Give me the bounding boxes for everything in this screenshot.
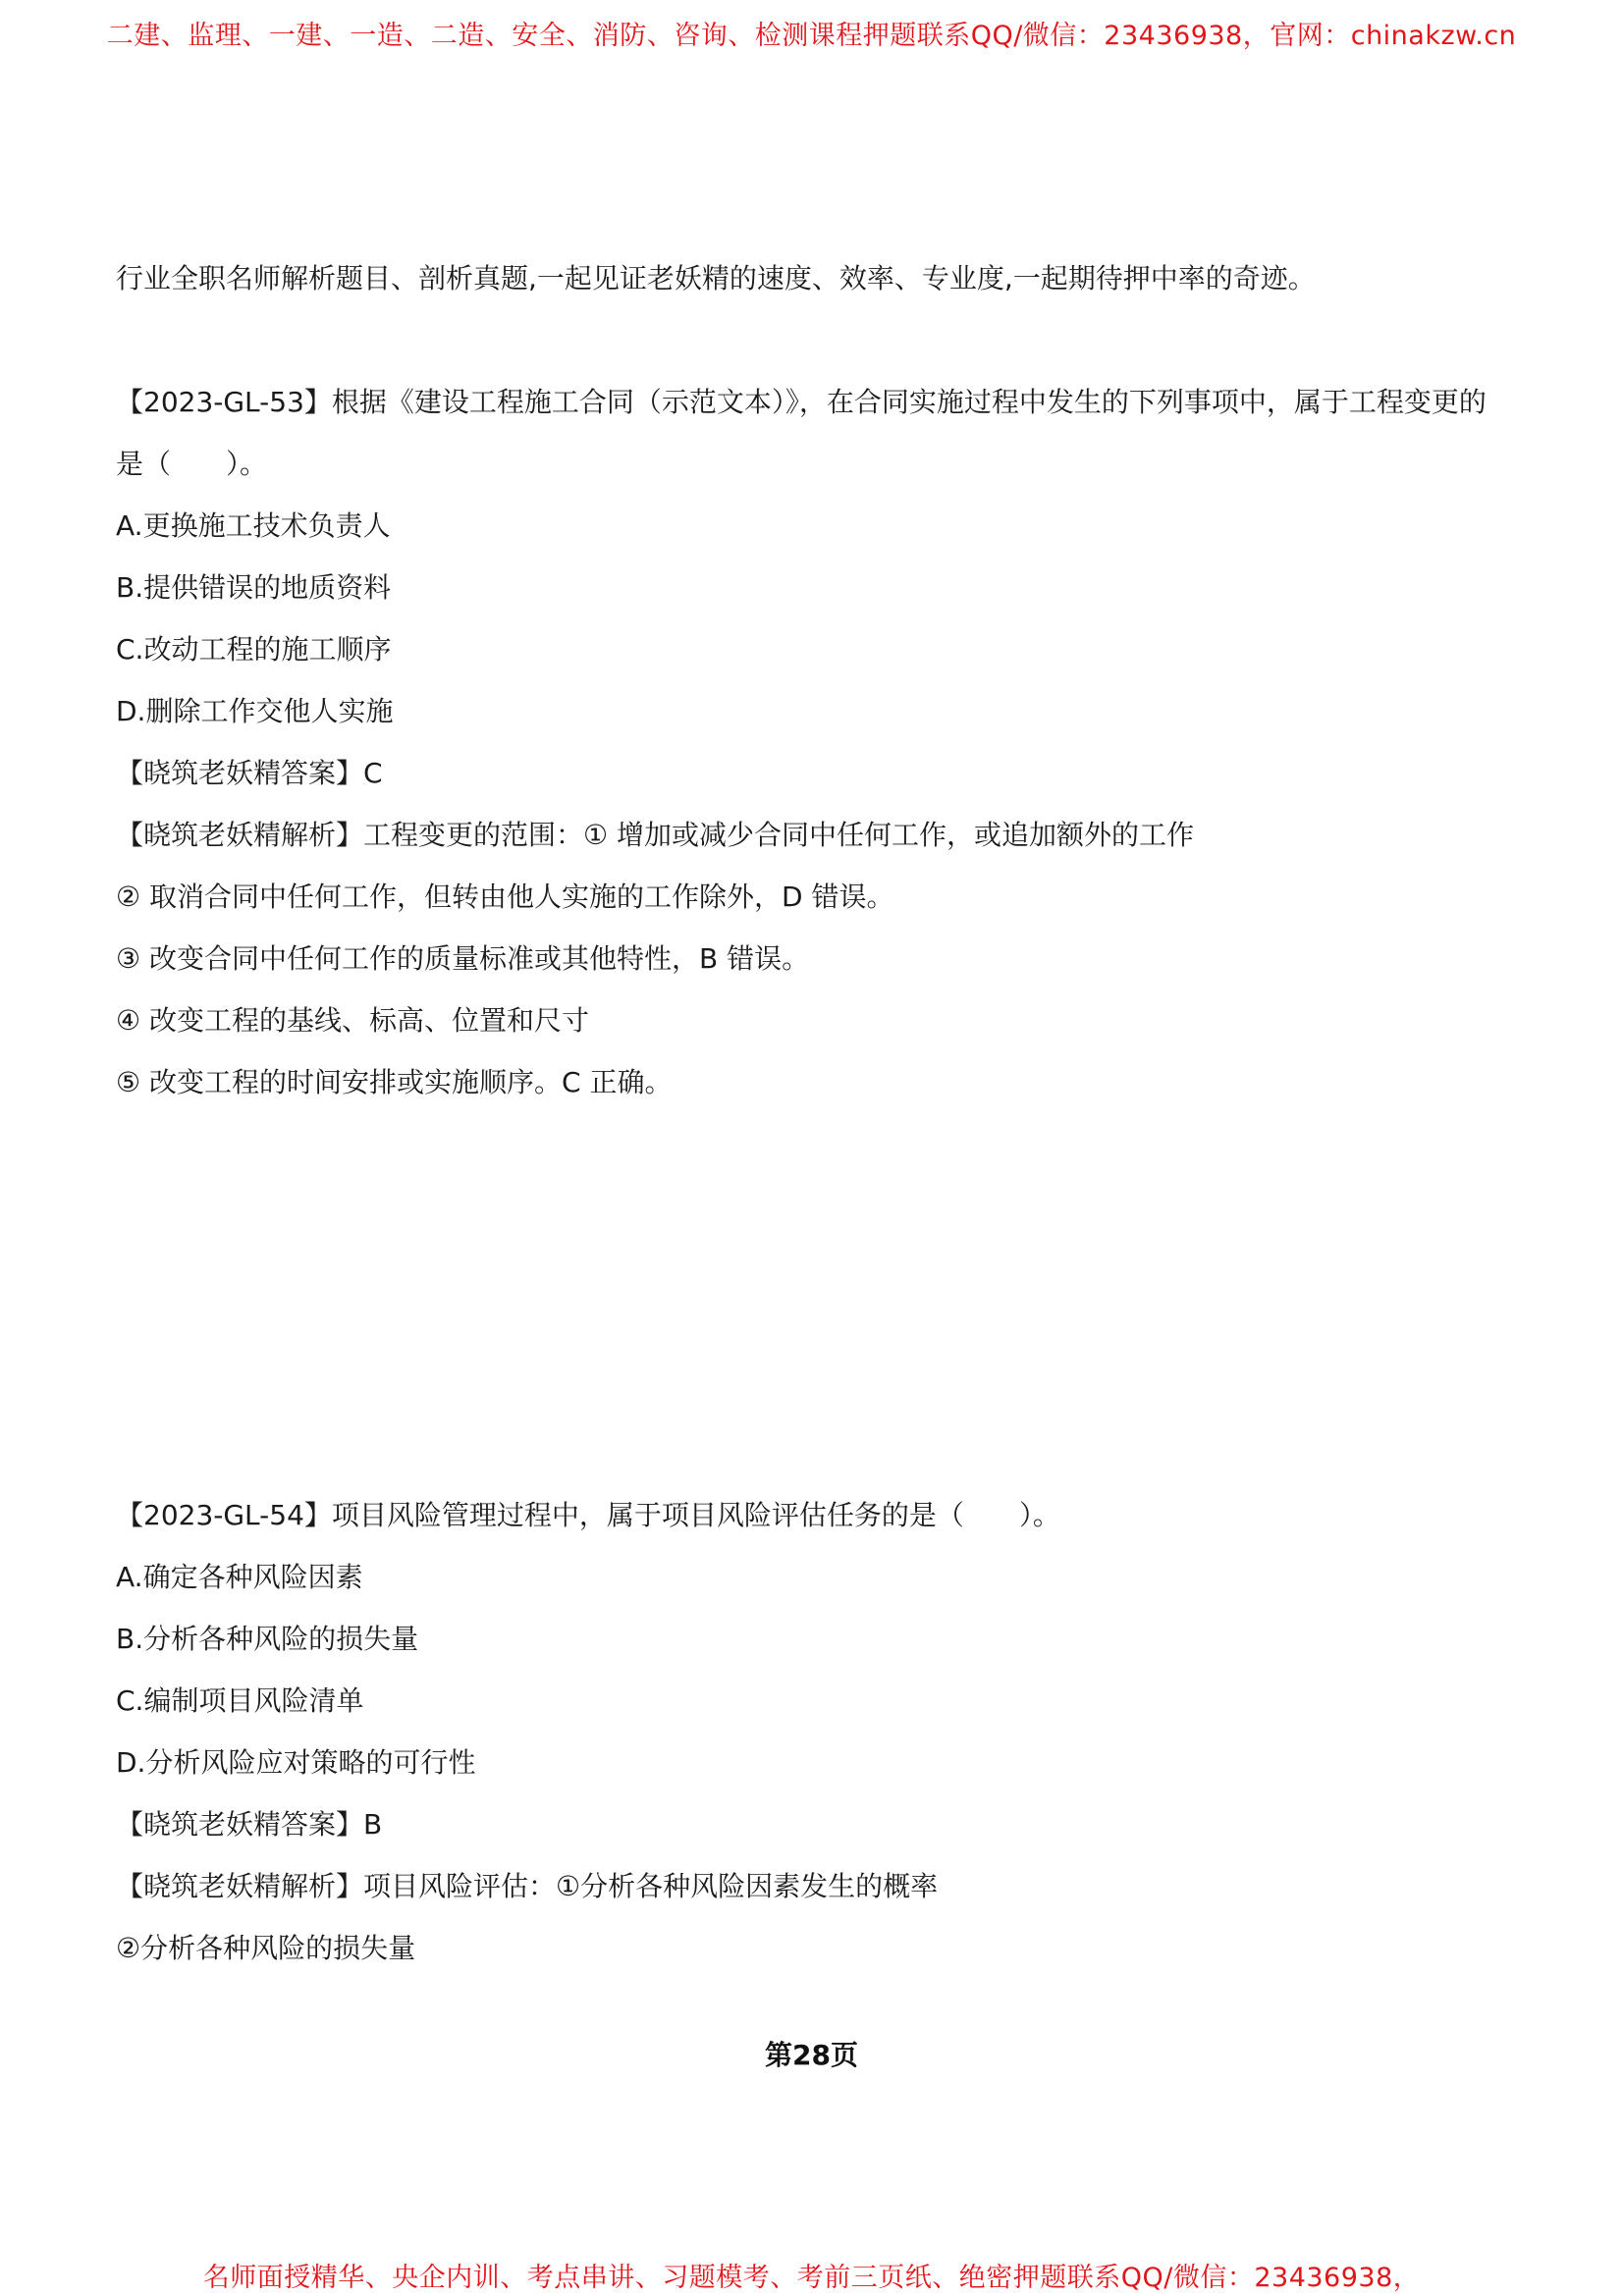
question-54 (116, 1484, 1510, 1979)
option-d: D.删除工作交他人实施 (116, 695, 394, 727)
analysis-line: 【晓筑老妖精解析】项目风险评估：①分析各种风险因素发生的概率 (116, 1870, 939, 1902)
option-d: D.分析风险应对策略的可行性 (116, 1746, 476, 1779)
question-stem: 【2023-GL-53】根据《建设工程施工合同（示范文本）》，在合同实施过程中发生的下列事项中，属于工程变更的是（ ）。 (116, 386, 1487, 480)
option-c: C.改动工程的施工顺序 (116, 633, 392, 666)
answer-line: 【晓筑老妖精答案】C (116, 757, 383, 789)
analysis-line: ③ 改变合同中任何工作的质量标准或其他特性，B 错误。 (116, 942, 810, 975)
analysis-line: ② 取消合同中任何工作，但转由他人实施的工作除外，D 错误。 (116, 881, 894, 913)
question-53 (116, 371, 1510, 1113)
option-b: B.提供错误的地质资料 (116, 571, 392, 604)
page-number: 第28页 (765, 2039, 858, 2071)
header-contact-banner: 二建、监理、一建、一造、二造、安全、消防、咨询、检测课程押题联系QQ/微信：23436938，官网：chinakzw.cn (106, 21, 1517, 51)
question-stem: 【2023-GL-54】项目风险管理过程中，属于项目风险评估任务的是（ ）。 (116, 1499, 1060, 1531)
analysis-line: ②分析各种风险的损失量 (116, 1932, 416, 1964)
option-c: C.编制项目风险清单 (116, 1684, 364, 1717)
option-b: B.分析各种风险的损失量 (116, 1623, 419, 1655)
analysis-line: 【晓筑老妖精解析】工程变更的范围：① 增加或减少合同中任何工作，或追加额外的工作 (116, 819, 1195, 851)
footer-contact-banner: 名师面授精华、央企内训、考点串讲、习题模考、考前三页纸、绝密押题联系QQ/微信：23436938， (202, 2263, 1421, 2293)
option-a: A.更换施工技术负责人 (116, 509, 391, 542)
option-a: A.确定各种风险因素 (116, 1561, 363, 1593)
answer-line: 【晓筑老妖精答案】B (116, 1808, 383, 1841)
analysis-line: ⑤ 改变工程的时间安排或实施顺序。C 正确。 (116, 1066, 673, 1098)
intro-text: 行业全职名师解析题目、剖析真题,一起见证老妖精的速度、效率、专业度,一起期待押中率的奇迹。 (116, 262, 1316, 294)
intro-paragraph (116, 247, 1510, 309)
analysis-line: ④ 改变工程的基线、标高、位置和尺寸 (116, 1004, 590, 1037)
